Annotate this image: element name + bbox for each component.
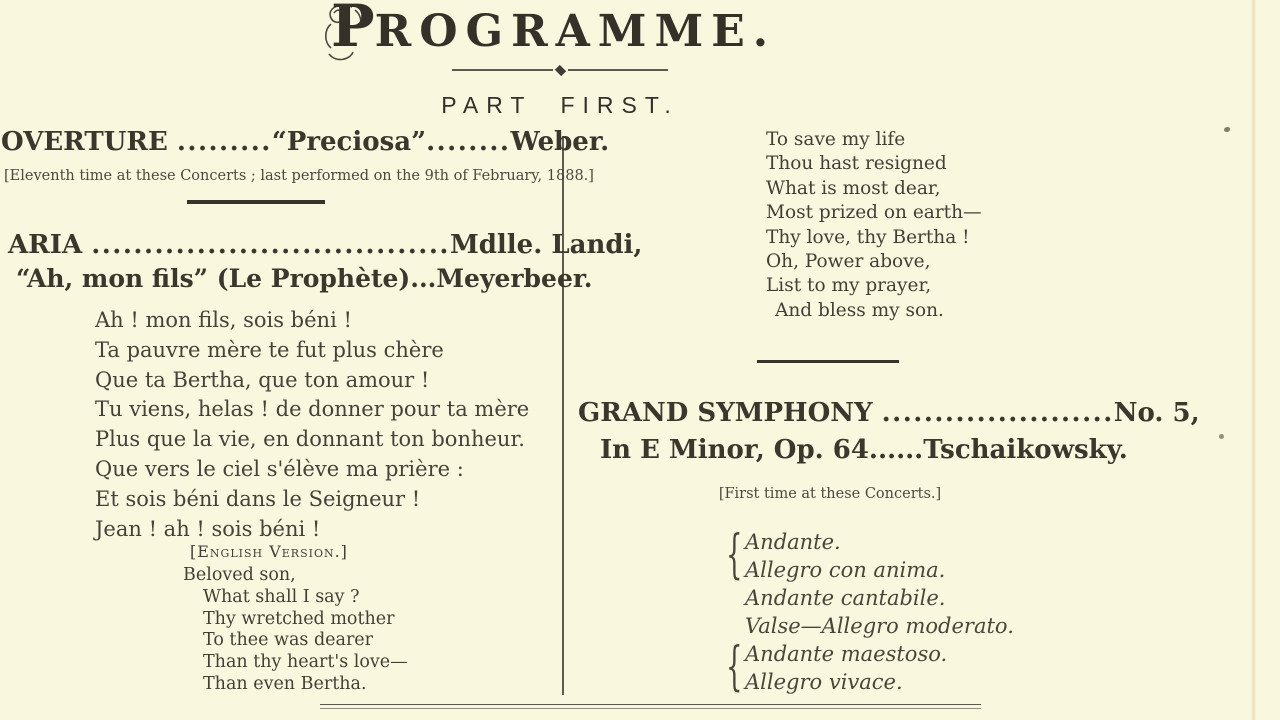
brace-icon: { bbox=[726, 526, 743, 586]
dot-leader: ...................... bbox=[881, 398, 1114, 428]
verse-line: Most prized on earth— bbox=[766, 202, 982, 224]
overture-entry bbox=[1, 127, 609, 157]
title-initial: P bbox=[331, 0, 375, 60]
decorated-initial bbox=[331, 0, 375, 71]
verse-line: Ta pauvre mère te fut plus chère bbox=[95, 337, 444, 362]
part-heading: PART FIRST. bbox=[441, 92, 679, 118]
movements-list bbox=[728, 528, 1014, 696]
verse-line: What is most dear, bbox=[766, 177, 941, 199]
overture-label: OVERTURE bbox=[1, 127, 168, 157]
verse-line: What shall I say ? bbox=[203, 586, 360, 607]
verse-line: And bless my son. bbox=[775, 299, 944, 321]
verse-line: Que vers le ciel s'élève ma prière : bbox=[95, 456, 464, 481]
verse-line: To save my life bbox=[766, 129, 906, 150]
ornament-line-left bbox=[452, 69, 553, 71]
aria-label: ARIA bbox=[8, 230, 83, 260]
verse-line: Tu viens, helas ! de donner pour ta mère bbox=[95, 397, 530, 422]
overture-composer: Weber. bbox=[510, 127, 610, 157]
verse-line: Than even Bertha. bbox=[203, 673, 367, 694]
ornament-line-right bbox=[568, 69, 669, 71]
verse-line: List to my prayer, bbox=[766, 275, 932, 297]
dot-leader: .................................. bbox=[91, 230, 450, 260]
symphony-entry bbox=[578, 398, 1200, 428]
brace-icon: { bbox=[726, 638, 743, 698]
column-divider bbox=[562, 136, 564, 695]
verse-line: Thy love, thy Bertha ! bbox=[766, 226, 970, 248]
verse-line: Oh, Power above, bbox=[766, 251, 931, 273]
dot-leader: ......... bbox=[176, 127, 272, 157]
movement-item: Allegro con anima. bbox=[745, 558, 946, 582]
movement-item: Andante maestoso. bbox=[745, 642, 948, 666]
aria-entry bbox=[8, 230, 642, 260]
french-verse bbox=[95, 306, 529, 544]
page-edge-shadow bbox=[1251, 0, 1256, 720]
verse-line: Jean ! ah ! sois béni ! bbox=[95, 516, 321, 541]
dot-leader: ........ bbox=[426, 127, 511, 157]
diamond-icon bbox=[554, 64, 565, 75]
symphony-note: [First time at these Concerts.] bbox=[718, 486, 942, 502]
english-verse-left bbox=[183, 565, 408, 696]
ink-speck bbox=[1224, 127, 1230, 132]
movement-item: Andante. bbox=[745, 530, 841, 554]
symphony-number: No. 5, bbox=[1113, 398, 1200, 428]
verse-line: Que ta Bertha, que ton amour ! bbox=[95, 367, 430, 392]
right-section-rule bbox=[757, 360, 899, 363]
page-title bbox=[331, 0, 776, 71]
verse-line: Ah ! mon fils, sois béni ! bbox=[95, 308, 352, 332]
overture-note: [Eleventh time at these Concerts ; last performed on the 9th of February, 1888.] bbox=[4, 168, 594, 184]
verse-line: Beloved son, bbox=[183, 565, 296, 585]
verse-line: Et sois béni dans le Seigneur ! bbox=[95, 486, 421, 511]
aria-work-title: “Ah, mon fils” (Le Prophète)...Meyerbeer. bbox=[16, 264, 593, 293]
aria-performer: Mdlle. Landi, bbox=[449, 230, 643, 260]
verse-line: Thy wretched mother bbox=[203, 608, 395, 629]
title-text: ROGRAMME. bbox=[374, 6, 777, 57]
overture-work: “Preciosa” bbox=[271, 127, 427, 157]
symphony-subtitle: In E Minor, Op. 64......Tschaikowsky. bbox=[600, 435, 1128, 465]
english-verse-right bbox=[766, 128, 982, 323]
symphony-label: GRAND SYMPHONY bbox=[578, 398, 873, 428]
left-section-rule bbox=[187, 200, 325, 204]
ink-speck bbox=[1219, 434, 1224, 439]
ornament-divider bbox=[452, 65, 668, 75]
movement-item: Andante cantabile. bbox=[745, 586, 946, 610]
bottom-rule bbox=[320, 704, 981, 709]
verse-line: Plus que la vie, en donnant ton bonheur. bbox=[95, 427, 525, 452]
movement-item: Valse—Allegro moderato. bbox=[745, 614, 1014, 638]
movement-item: Allegro vivace. bbox=[745, 670, 903, 694]
verse-line: Thou hast resigned bbox=[766, 153, 947, 175]
verse-line: Than thy heart's love— bbox=[203, 652, 408, 673]
english-version-label: [English Version.] bbox=[190, 542, 348, 561]
verse-line: To thee was dearer bbox=[203, 630, 374, 651]
